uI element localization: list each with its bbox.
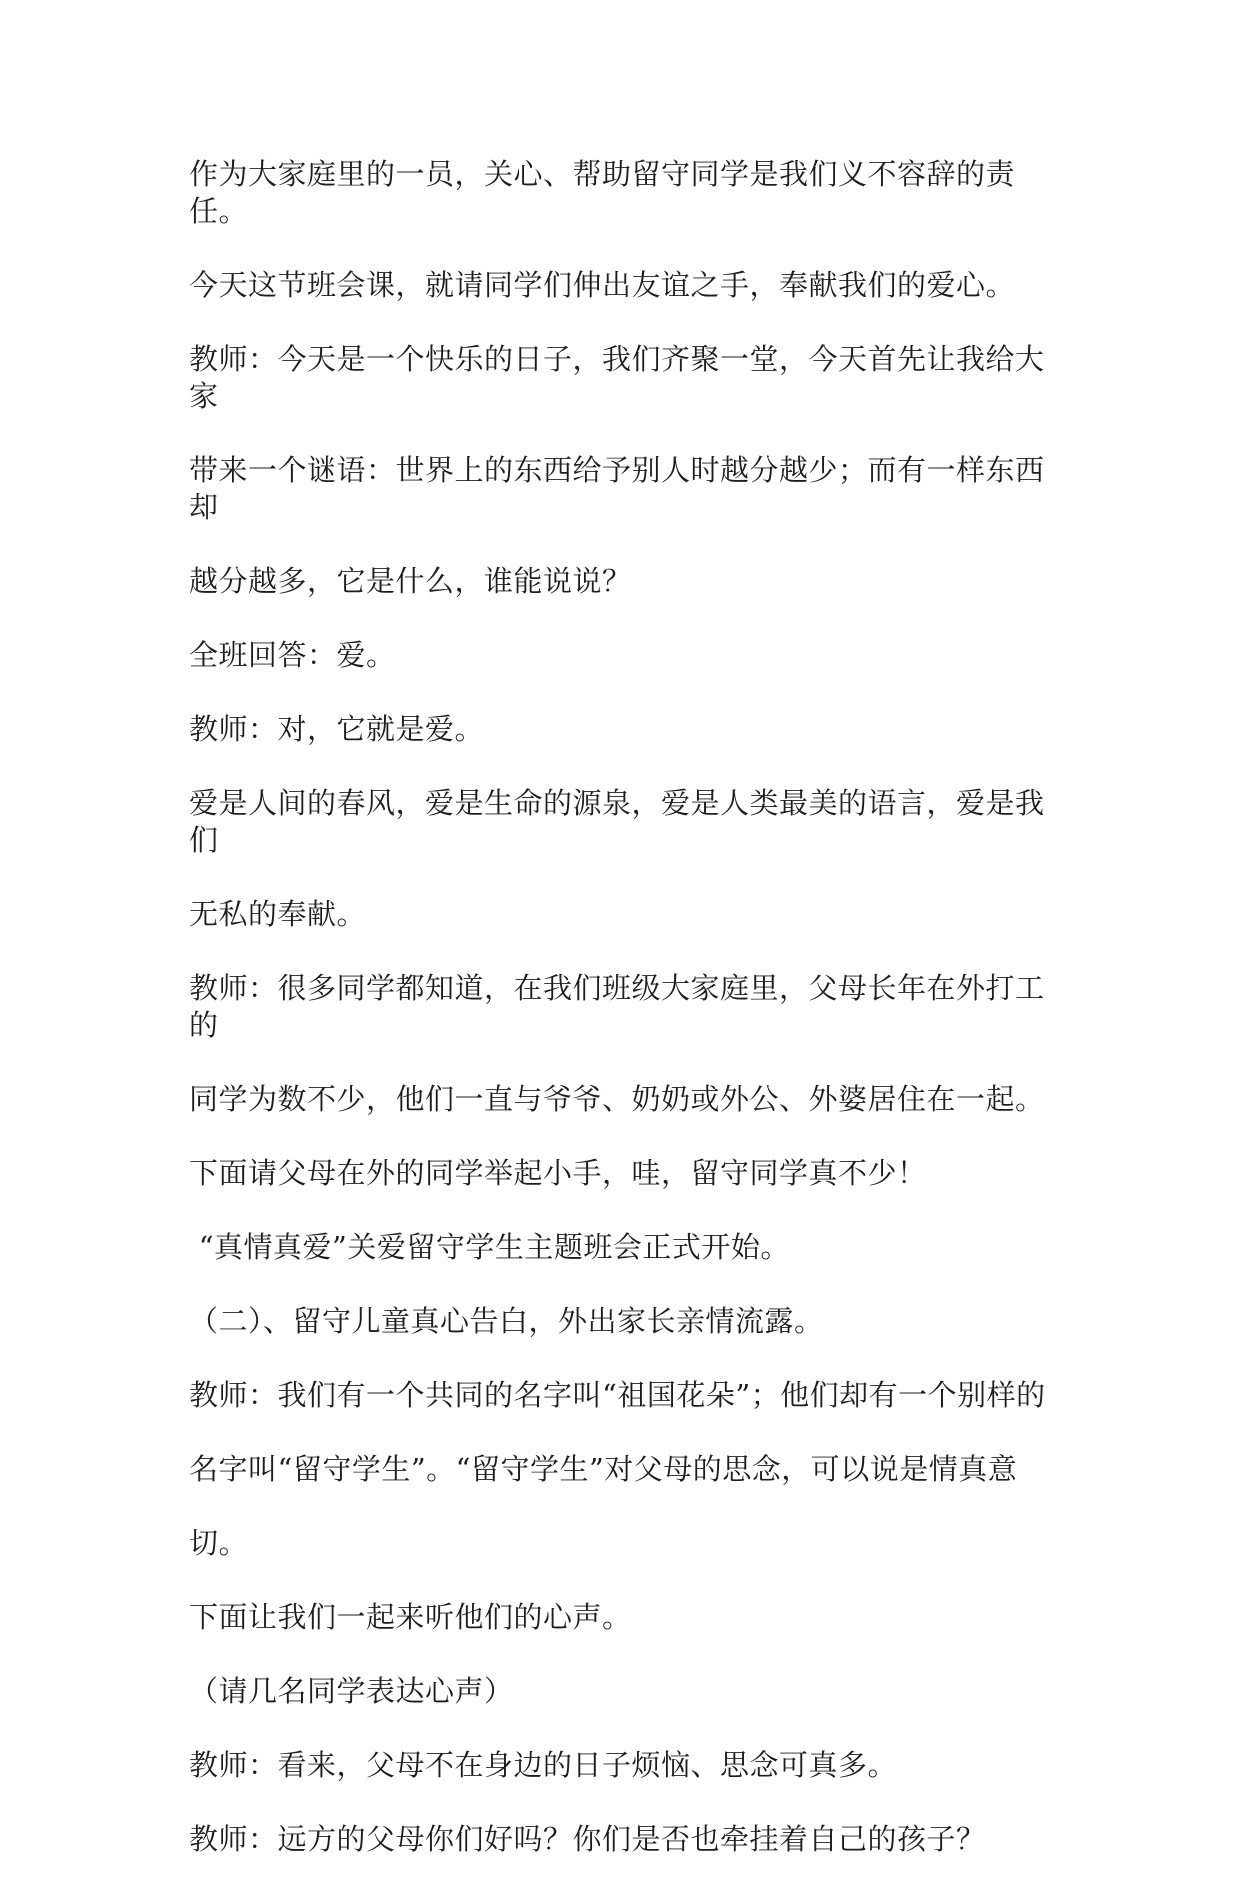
- text-line: 今天这节班会课，就请同学们伸出友谊之手，奉献我们的爱心。: [189, 268, 1016, 302]
- text-line: 作为大家庭里的一员，关心、帮助留守同学是我们义不容辞的责任。: [189, 157, 1016, 228]
- text-line: 教师：看来，父母不在身边的日子烦恼、思念可真多。: [189, 1748, 898, 1782]
- text-line: 教师：很多同学都知道，在我们班级大家庭里，父母长年在外打工的: [189, 971, 1045, 1042]
- text-line: （请几名同学表达心声）: [189, 1674, 514, 1708]
- text-line: 教师：对，它就是爱。: [189, 712, 485, 746]
- text-line: 名字叫“留守学生”。“留守学生”对父母的思念，可以说是情真意: [189, 1452, 1018, 1486]
- text-line: 全班回答：爱。: [189, 638, 396, 672]
- text-line: 教师：我们有一个共同的名字叫“祖国花朵”；他们却有一个别样的: [189, 1378, 1046, 1412]
- text-line: 教师：远方的父母你们好吗？你们是否也牵挂着自己的孩子？: [189, 1822, 986, 1856]
- text-line: 下面请父母在外的同学举起小手，哇，留守同学真不少！: [189, 1156, 927, 1190]
- document-body: [189, 156, 1069, 1895]
- text-line: 爱是人间的春风，爱是生命的源泉，爱是人类最美的语言，爱是我们: [189, 786, 1045, 857]
- text-line: 教师：今天是一个快乐的日子，我们齐聚一堂，今天首先让我给大家: [189, 342, 1045, 413]
- text-line: 越分越多，它是什么，谁能说说？: [189, 564, 632, 598]
- text-line: 切。: [189, 1526, 249, 1560]
- text-line: 同学为数不少，他们一直与爷爷、奶奶或外公、外婆居住在一起。: [189, 1082, 1045, 1116]
- text-line: （二）、留守儿童真心告白，外出家长亲情流露。: [189, 1304, 824, 1338]
- text-line: “真情真爱”关爱留守学生主题班会正式开始。: [189, 1230, 790, 1264]
- text-line: 无私的奉献。: [189, 897, 367, 931]
- text-line: 下面让我们一起来听他们的心声。: [189, 1600, 632, 1634]
- text-line: 带来一个谜语：世界上的东西给予别人时越分越少；而有一样东西却: [189, 453, 1045, 524]
